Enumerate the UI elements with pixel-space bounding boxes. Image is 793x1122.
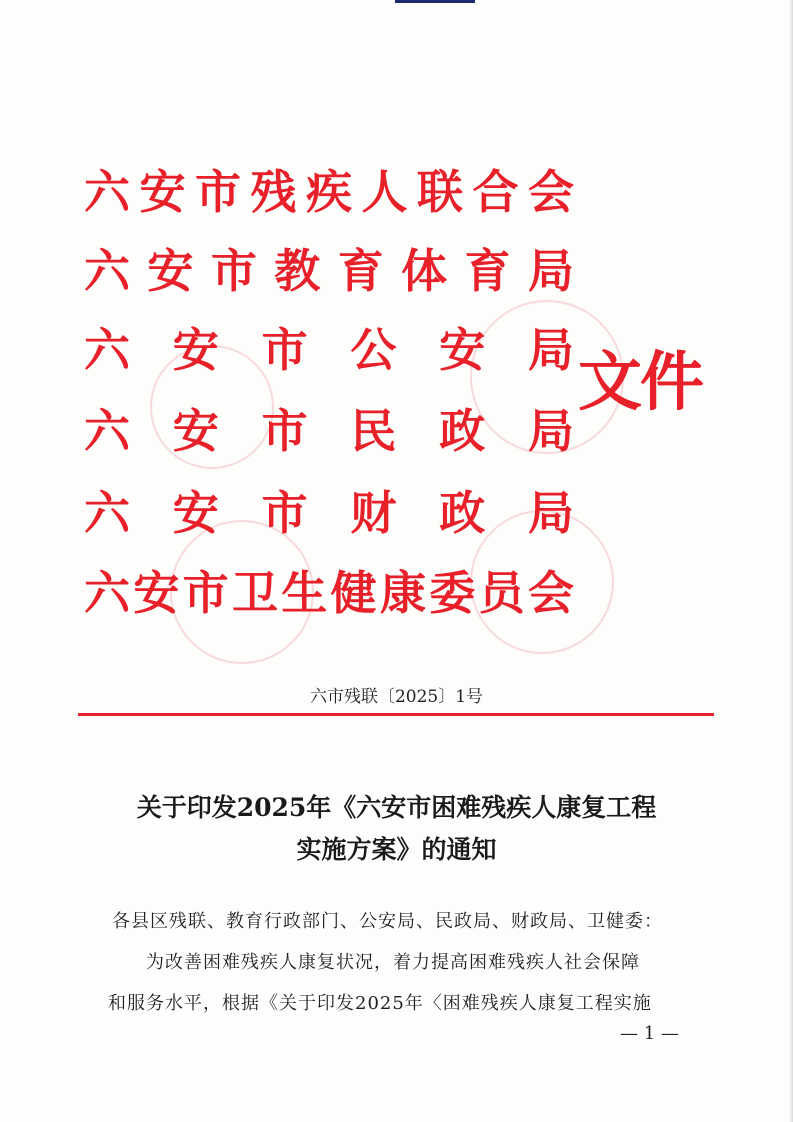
issuer-line-2	[84, 241, 574, 301]
document-number: 六市残联〔2025〕1号	[309, 687, 484, 707]
issuer-char: 市	[261, 486, 308, 540]
issuer-line-3	[84, 320, 574, 380]
issuer-char: 疾	[306, 165, 352, 219]
issuer-line-1	[84, 162, 574, 222]
issuer-char: 残	[250, 165, 297, 219]
scan-edge-shadow	[789, 0, 793, 1122]
issuer-char: 六	[84, 323, 130, 377]
issuer-char: 教	[274, 244, 321, 298]
issuer-char: 六	[84, 165, 130, 219]
paragraph-line-2: 和服务水平，根据《关于印发2025年〈困难残疾人康复工程实施	[108, 993, 652, 1014]
issuer-char: 安	[147, 244, 194, 298]
issuer-char: 局	[527, 244, 574, 298]
paragraph-line-1: 为改善困难残疾人康复状况，着力提高困难残疾人社会保障	[146, 952, 640, 973]
issuer-char: 局	[527, 486, 574, 540]
issuer-char: 会	[528, 165, 574, 219]
issuer-char: 安	[172, 486, 219, 540]
issuer-char: 联	[417, 165, 463, 219]
issuer-char: 市	[261, 404, 308, 458]
issuer-char: 员	[478, 566, 525, 620]
notice-title-line-2: 实施方案》的通知	[296, 835, 497, 864]
issuer-char: 卫	[231, 566, 278, 620]
recipients-line: 各县区残联、教育行政部门、公安局、民政局、财政局、卫健委：	[112, 911, 663, 932]
issuer-line-4	[84, 401, 574, 461]
issuer-char: 体	[401, 244, 448, 298]
issuer-char: 安	[172, 404, 219, 458]
issuer-char: 市	[261, 323, 308, 377]
issuer-char: 财	[350, 486, 397, 540]
issuer-char: 局	[527, 404, 574, 458]
issuer-char: 育	[337, 244, 384, 298]
issuer-line-5	[84, 483, 574, 543]
issuer-char: 育	[464, 244, 511, 298]
notice-title-line-1: 关于印发2025年《六安市困难残疾人康复工程	[136, 793, 657, 822]
issuer-char: 政	[439, 404, 486, 458]
issuer-char: 会	[527, 566, 574, 620]
issuer-char: 康	[379, 566, 426, 620]
issuer-char: 安	[133, 566, 180, 620]
issuer-char: 政	[439, 486, 486, 540]
issuer-char: 市	[182, 566, 229, 620]
issuer-char: 委	[429, 566, 476, 620]
issuer-char: 安	[139, 165, 186, 219]
issuer-line-6	[84, 563, 574, 623]
issuer-char: 合	[472, 165, 519, 219]
scan-artifact	[395, 0, 475, 3]
red-divider	[78, 713, 714, 716]
issuer-char: 市	[195, 165, 241, 219]
issuer-char: 安	[439, 323, 486, 377]
issuer-char: 公	[350, 323, 397, 377]
issuer-char: 市	[210, 244, 257, 298]
issuer-char: 民	[350, 404, 397, 458]
issuer-char: 六	[84, 244, 130, 298]
issuer-char: 六	[84, 486, 130, 540]
document-suffix: 文件	[578, 346, 702, 420]
issuer-char: 六	[84, 404, 130, 458]
issuer-char: 六	[84, 566, 130, 620]
issuer-char: 健	[330, 566, 377, 620]
issuer-char: 人	[361, 165, 408, 219]
page-number: — 1 —	[620, 1023, 679, 1044]
issuer-char: 生	[281, 566, 328, 620]
issuer-char: 安	[172, 323, 219, 377]
issuer-char: 局	[527, 323, 574, 377]
